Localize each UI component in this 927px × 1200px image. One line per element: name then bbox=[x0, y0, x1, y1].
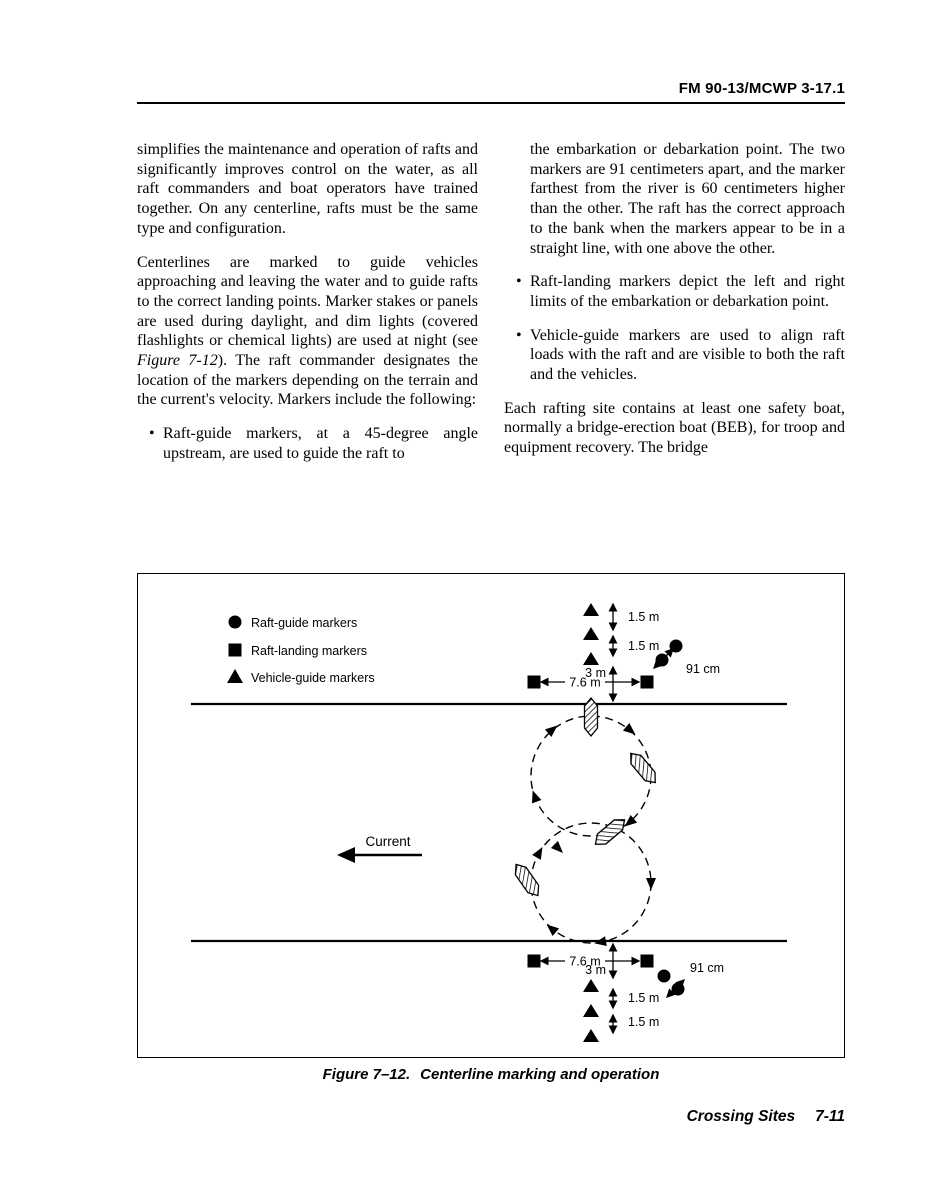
legend-label-raft-landing: Raft-landing markers bbox=[251, 644, 368, 658]
bullet-item bbox=[149, 424, 478, 463]
paragraph bbox=[137, 253, 478, 411]
column-right bbox=[504, 140, 845, 478]
text-run: Centerlines are marked to guide vehicles approaching and leaving the water and to guide rafts to the correct landing points. Marker stakes or panels are used during daylight, and dim lights (covered flashlights or chemical lights) are used at night (see bbox=[137, 253, 478, 350]
dim-label-3m: 3 m bbox=[585, 963, 606, 977]
legend-label-vehicle-guide: Vehicle-guide markers bbox=[251, 671, 375, 685]
raft-icon bbox=[626, 749, 660, 786]
raft-guide-marker bbox=[672, 983, 685, 996]
near-bank-markers bbox=[528, 603, 721, 701]
paragraph-continuation: the embarkation or debarkation point. The two markers are 91 centimeters apart, and the marker farthest from the river is 60 centimeters higher than the other. The raft has the correct approach to the bank when the markers appear to be in a straight line, with one above the other. bbox=[530, 141, 845, 257]
page-header bbox=[137, 0, 845, 97]
flow-arrow-icon bbox=[543, 921, 559, 936]
flow-arrow-icon bbox=[646, 878, 656, 890]
dim-label-1-5m: 1.5 m bbox=[628, 639, 660, 653]
doc-id: FM 90-13/MCWP 3-17.1 bbox=[678, 80, 845, 97]
raft-landing-marker bbox=[528, 676, 541, 689]
vehicle-guide-marker-icon bbox=[227, 669, 243, 683]
column-left bbox=[137, 140, 478, 478]
raft-landing-marker bbox=[641, 676, 654, 689]
bullet-item bbox=[516, 272, 845, 311]
vehicle-guide-marker bbox=[583, 603, 599, 616]
dim-label-1-5m: 1.5 m bbox=[628, 1015, 660, 1029]
page-footer bbox=[687, 1108, 845, 1126]
vehicle-guide-marker bbox=[583, 1004, 599, 1017]
raft-icon bbox=[585, 698, 598, 736]
dim-label-7-6m: 7.6 m bbox=[569, 675, 601, 690]
figure-caption-number: Figure 7–12. bbox=[322, 1066, 411, 1083]
dim-label-3m: 3 m bbox=[585, 666, 606, 680]
raft-guide-marker bbox=[670, 640, 683, 653]
raft-landing-marker bbox=[641, 955, 654, 968]
dim-label-1-5m: 1.5 m bbox=[628, 610, 660, 624]
legend bbox=[227, 616, 375, 686]
centerline-diagram bbox=[138, 574, 842, 1055]
footer-section-title: Crossing Sites bbox=[686, 1108, 796, 1125]
raft-landing-marker bbox=[528, 955, 541, 968]
bullet-text: Raft-guide markers, at a 45-degree angle upstream, are used to guide the raft to bbox=[163, 425, 478, 462]
flow-arrow-icon bbox=[551, 841, 567, 857]
figure-caption-text: Centerline marking and operation bbox=[420, 1066, 660, 1083]
bullet-dot: • bbox=[149, 425, 155, 443]
vehicle-guide-marker bbox=[583, 1029, 599, 1042]
paragraph: Each rafting site contains at least one safety boat, normally a bridge-erection boat (BEB), for troop and equipment recovery. The bridge bbox=[504, 399, 845, 457]
raft-circuit bbox=[531, 716, 651, 943]
text-run: ). The raft commander designates the location of the markers depending on the terrain and the current's velocity. Markers include the following: bbox=[137, 352, 478, 409]
figure-container bbox=[137, 573, 845, 1058]
legend-label-raft-guide: Raft-guide markers bbox=[251, 616, 358, 630]
bullet-text: Vehicle-guide markers are used to align raft loads with the raft and are visible to both the raft and the vehicles. bbox=[530, 326, 845, 384]
circuit-loop-lower bbox=[531, 823, 651, 943]
raft-icon bbox=[511, 861, 543, 900]
header-rule bbox=[137, 102, 845, 104]
flow-arrow-icon bbox=[593, 936, 607, 948]
vehicle-guide-marker bbox=[583, 979, 599, 992]
vehicle-guide-marker bbox=[583, 652, 599, 665]
dim-label-91cm: 91 cm bbox=[690, 961, 725, 975]
flow-arrow-icon bbox=[528, 789, 542, 804]
current-label: Current bbox=[365, 834, 411, 849]
vehicle-guide-marker bbox=[583, 627, 599, 640]
far-bank-markers bbox=[528, 944, 725, 1042]
current-indicator bbox=[337, 834, 422, 863]
paragraph: simplifies the maintenance and operation of rafts and significantly improves control on the water, as all raft commanders and boat operators have trained together. On any centerline, rafts must be the same type and configuration. bbox=[137, 141, 478, 237]
bullet-dot: • bbox=[516, 273, 522, 291]
figure-reference: Figure 7-12 bbox=[137, 352, 218, 370]
bullet-text: Raft-landing markers depict the left and right limits of the embarkation or debarkation point. bbox=[530, 273, 845, 310]
raft-guide-marker-icon bbox=[229, 616, 242, 629]
raft-guide-marker bbox=[658, 970, 671, 983]
body-columns bbox=[137, 140, 845, 478]
bullet-dot: • bbox=[516, 326, 522, 344]
flow-arrow-icon bbox=[623, 723, 639, 738]
figure-caption bbox=[137, 1066, 845, 1083]
raft-guide-marker bbox=[656, 654, 669, 667]
dim-label-91cm: 91 cm bbox=[686, 662, 721, 676]
flow-arrow-icon bbox=[532, 844, 547, 859]
dim-label-7-6m: 7.6 m bbox=[569, 954, 601, 969]
document-page bbox=[137, 0, 845, 1200]
footer-page-number: 7-11 bbox=[815, 1108, 845, 1125]
raft-landing-marker-icon bbox=[229, 644, 242, 657]
dim-label-1-5m: 1.5 m bbox=[628, 991, 660, 1005]
current-arrow-icon bbox=[337, 847, 355, 863]
bullet-item bbox=[516, 326, 845, 385]
